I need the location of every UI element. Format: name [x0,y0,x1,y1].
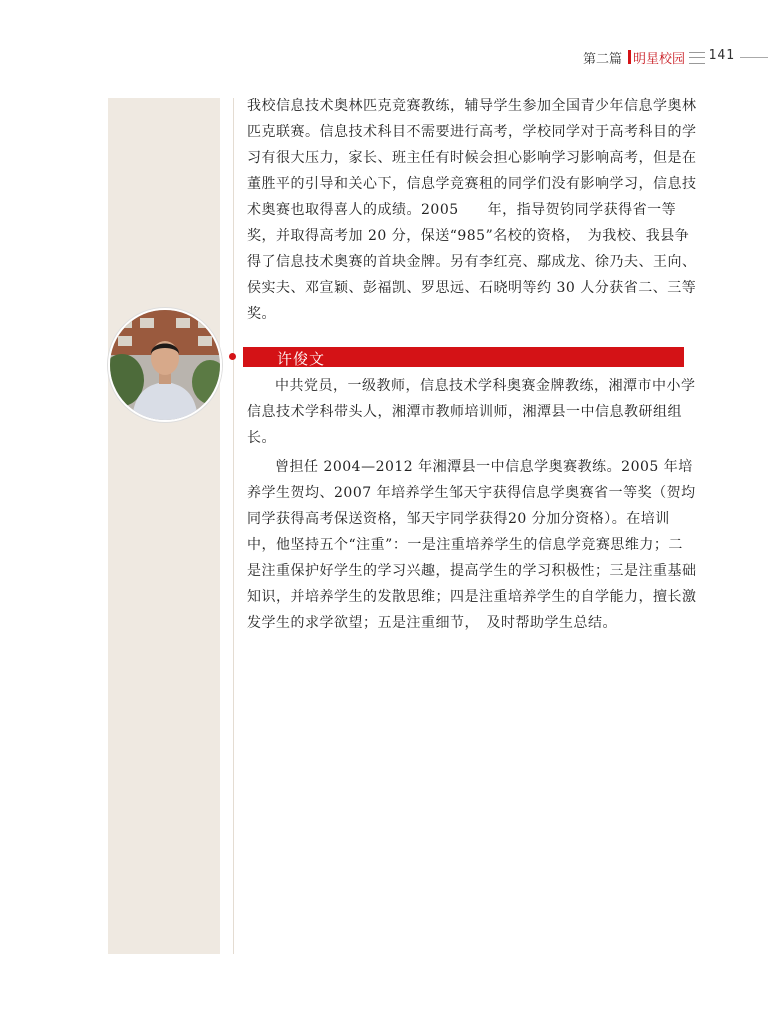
teacher-name: 许俊文 [277,350,326,368]
header-rule [740,57,768,58]
header-divider [628,50,631,64]
section-label: 第二篇 [582,52,622,67]
chapter-label: 明星校园 [632,52,685,67]
name-bullet-icon [229,353,236,360]
running-header [368,48,768,68]
experience-paragraph [247,454,697,636]
bio-paragraph [247,373,697,451]
page-number: 141 [708,48,735,63]
experience-text: 曾担任 2004—2012 年湘潭县一中信息学奥赛教练。2005 年培养学生贺均、2007 年培养学生邹天宇获得信息学奥赛省一等奖（贺均同学获得高考保送资格，邹天宇同学获得20 分加分资格）。在培训中，他坚持五个“注重”：一是注重培养学生的信息学竞赛思维力；二是注重保护好学生的学习兴趣，提高学生的学习积极性；三是注重基础知识，并培养学生的发散思维；四是注重培养学生的自学能力，擅长激发学生的求学欲望；五是注重细节， 及时帮助学生总结。 [247,459,697,631]
portrait-image [110,310,220,420]
margin-rule [233,98,234,954]
header-ornament [689,52,705,64]
teacher-portrait [108,308,222,422]
name-banner [243,347,684,367]
intro-paragraph [247,93,697,327]
sidebar-panel [108,98,220,954]
bio-text: 中共党员，一级教师，信息技术学科奥赛金牌教练，湘潭市中小学信息技术学科带头人，湘潭市教师培训师，湘潭县一中信息教研组组长。 [247,378,696,446]
intro-text: 我校信息技术奥林匹克竞赛教练，辅导学生参加全国青少年信息学奥林匹克联赛。信息技术科目不需要进行高考，学校同学对于高考科目的学习有很大压力，家长、班主任有时候会担心影响学习影响高考，但是在董胜平的引导和关心下，信息学竞赛租的同学们没有影响学习，信息技术奥赛也取得喜人的成绩。2005 年，指导贺钧同学获得省一等奖，并取得高考加 20 分，保送“985”名校的资格， 为我校、我县争得了信息技术奥赛的首块金牌。另有李红亮、鄢成龙、徐乃夫、王向、侯实夫、邓宣颖、彭福凯、罗思远、石晓明等约 30 人分获省二、三等奖。 [247,98,697,322]
